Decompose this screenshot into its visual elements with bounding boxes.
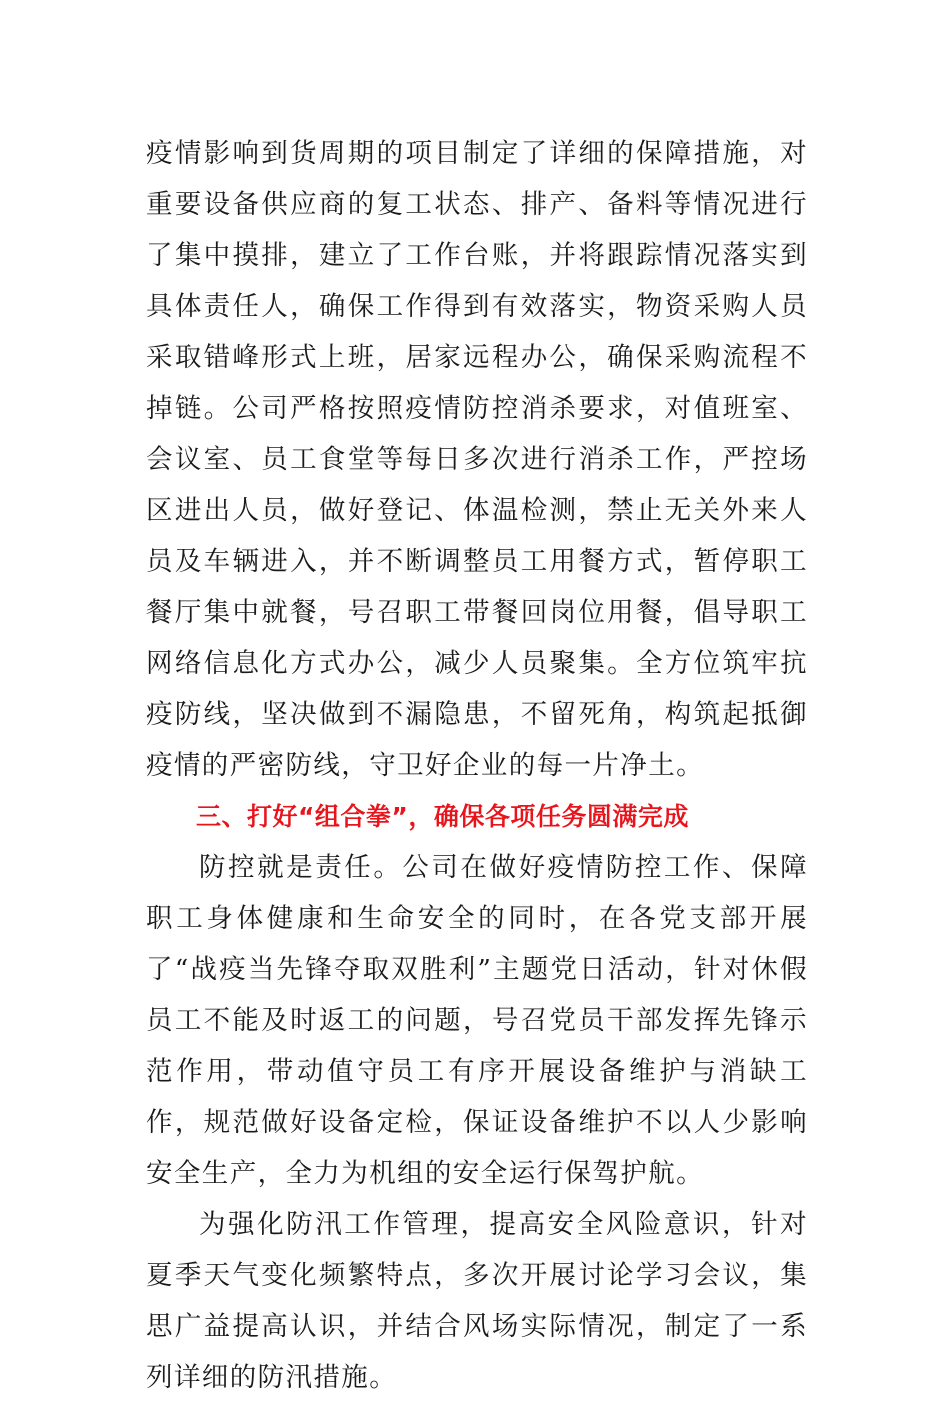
- section-heading: 三、打好“组合拳”，确保各项任务圆满完成: [196, 802, 689, 831]
- document-body: [146, 128, 808, 1403]
- body-paragraph: 为强化防汛工作管理，提高安全风险意识，针对夏季天气变化频繁特点，多次开展讨论学习会议，集思广益提高认识，并结合风场实际情况，制定了一系列详细的防汛措施。: [146, 1209, 808, 1393]
- body-paragraph-continued: 疫情影响到货周期的项目制定了详细的保障措施，对重要设备供应商的复工状态、排产、备料等情况进行了集中摸排，建立了工作台账，并将跟踪情况落实到具体责任人，确保工作得到有效落实，物资采购人员采取错峰形式上班，居家远程办公，确保采购流程不掉链。公司严格按照疫情防控消杀要求，对值班室、会议室、员工食堂等每日多次进行消杀工作，严控场区进出人员，做好登记、体温检测，禁止无关外来人员及车辆进入，并不断调整员工用餐方式，暂停职工餐厅集中就餐，号召职工带餐回岗位用餐，倡导职工网络信息化方式办公，减少人员聚集。全方位筑牢抗疫防线，坚决做到不漏隐患，不留死角，构筑起抵御疫情的严密防线，守卫好企业的每一片净土。: [146, 138, 808, 781]
- body-paragraph: 防控就是责任。公司在做好疫情防控工作、保障职工身体健康和生命安全的同时，在各党支部开展了“战疫当先锋夺取双胜利”主题党日活动，针对休假员工不能及时返工的问题，号召党员干部发挥先锋示范作用，带动值守员工有序开展设备维护与消缺工作，规范做好设备定检，保证设备维护不以人少影响安全生产，全力为机组的安全运行保驾护航。: [146, 852, 808, 1189]
